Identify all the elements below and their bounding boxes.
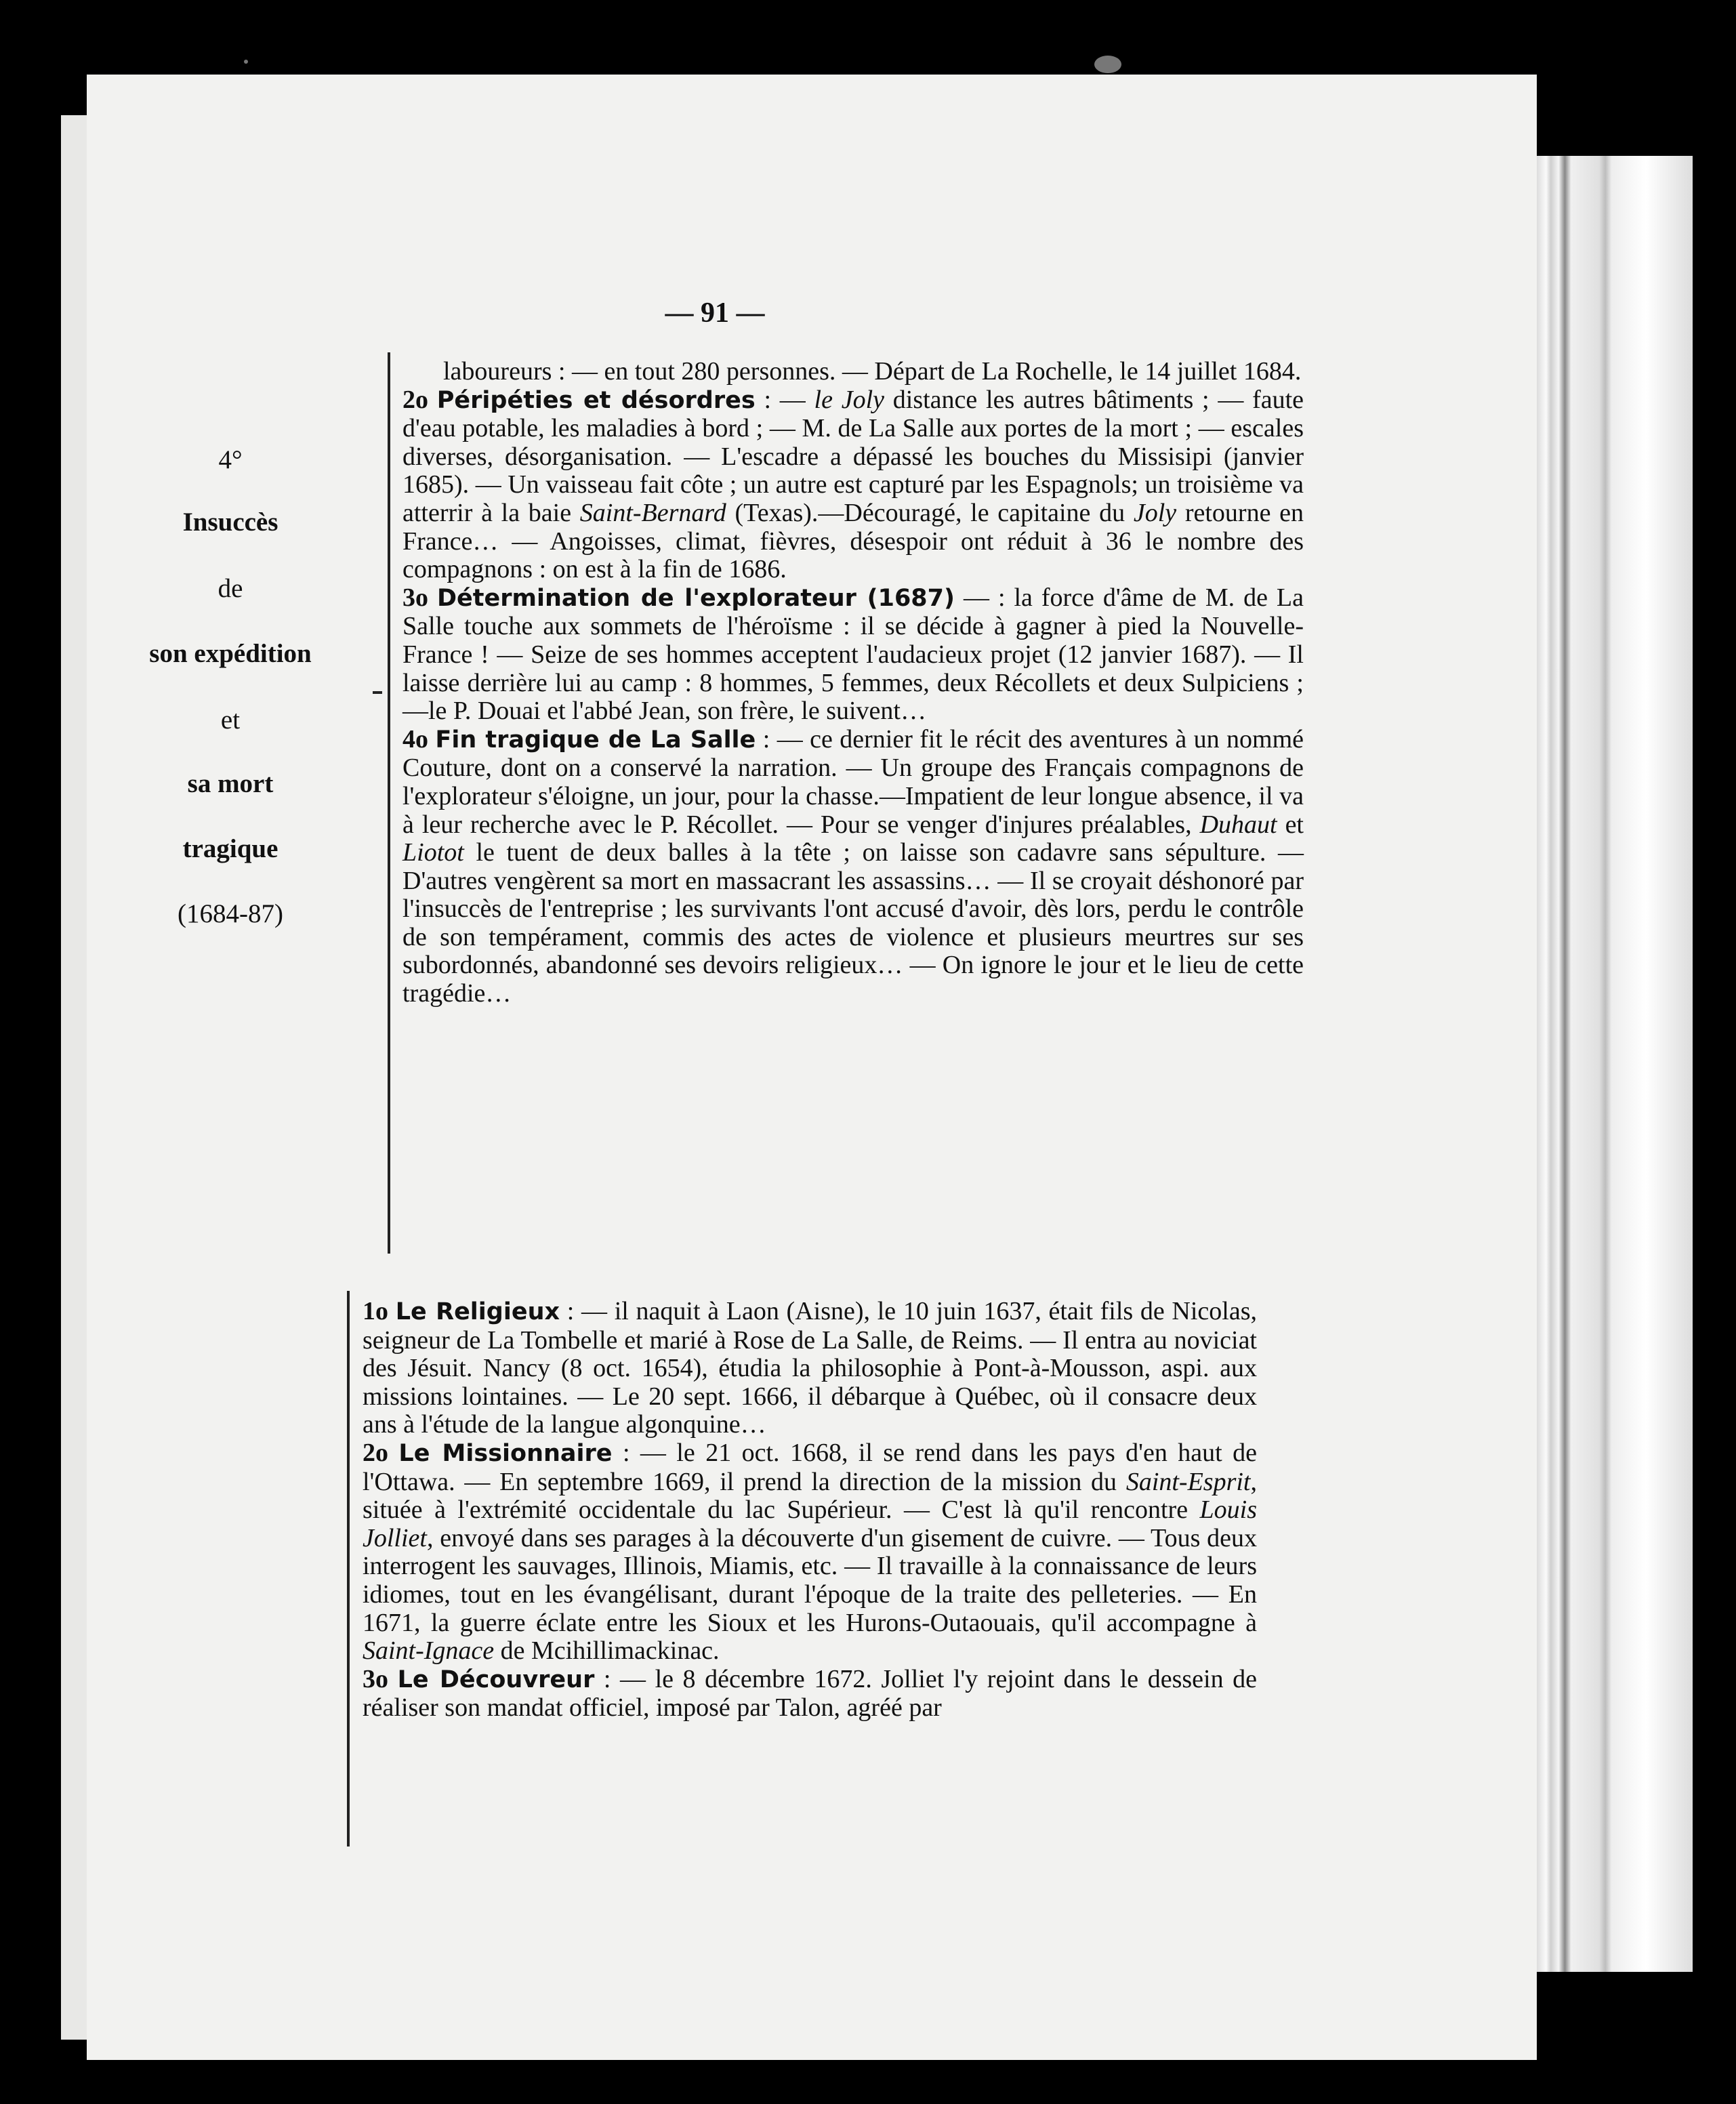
margin-note-number: 4° bbox=[218, 445, 243, 474]
paragraph-heading: Détermination de l'explorateur (1687) bbox=[436, 584, 955, 612]
scan-speck bbox=[244, 60, 248, 64]
section-two-text bbox=[363, 1298, 1257, 1723]
book-page-edges bbox=[1537, 156, 1693, 1972]
paragraph-heading: Le Religieux bbox=[395, 1298, 560, 1325]
paragraph-heading: Le Missionnaire bbox=[398, 1439, 613, 1467]
brace-point bbox=[373, 691, 382, 694]
page-number: — 91 — bbox=[665, 297, 765, 329]
margin-note-dates: (1684-87) bbox=[178, 899, 283, 928]
paragraph-heading: Péripéties et désordres bbox=[436, 386, 756, 414]
paragraph-decouvreur: 3o Le Découvreur : — le 8 décembre 1672. Jolliet l'y rejoint dans le dessein de réaliser son mandat officiel, imposé par Talon, agréé par bbox=[363, 1664, 1258, 1723]
section-brace bbox=[388, 352, 390, 1254]
paragraph-fin-tragique: 4o Fin tragique de La Salle : — ce dernier fit le récit des aventures à un nommé Couture, dont on a conservé la narration. — Un groupe des Français compagnons de l'explorateur s'éloigne, un jour, pour la chasse.—Impatient de leur longue absence, il va à leur recherche avec le P. Récollet. — Pour se venger d'injures préalables, Duhaut et Liotot le tuent de deux balles à la tête ; on laisse son cadavre sans sépulture. — D'autres vengèrent sa mort en massacrant les assassins… — Il se croyait déshonoré par l'insuccès de l'entreprise ; les survivants l'ont accusé d'avoir, dès lors, perdu le contrôle de son tempérament, commis des actes de violence et plusieurs meurtres sur ses subordonnés, abandonné ses devoirs religieux… — On ignore le jour et le lieu de cette tragédie… bbox=[402, 724, 1304, 1008]
paragraph-heading: Fin tragique de La Salle bbox=[435, 726, 756, 754]
section-brace bbox=[347, 1291, 350, 1847]
margin-note-line: Insuccès bbox=[182, 508, 278, 537]
scan-speck bbox=[1094, 56, 1121, 73]
margin-note-line: tragique bbox=[182, 834, 278, 863]
paragraph-heading: Le Découvreur bbox=[397, 1666, 595, 1693]
paragraph-religieux: 1o Le Religieux : — il naquit à Laon (Aisne), le 10 juin 1637, était fils de Nicolas, seigneur de La Tombelle et marié à Rose de La Salle, de Reims. — Il entra au noviciat des Jésuit. Nancy (8 oct. 1654), étudia la philosophie à Pont-à-Mousson, aspi. aux missions lointaines. — Le 20 sept. 1666, il débarque à Québec, où il consacre deux ans à l'étude de la langue algonquine… bbox=[363, 1297, 1257, 1439]
paragraph-determination: 3o Détermination de l'explorateur (1687) — : la force d'âme de M. de La Salle touche aux sommets de l'héroïsme : il se décide à gagner à pied la Nouvelle-France ! — Seize de ses hommes acceptent l'audacieux projet (12 janvier 1687). — Il laisse derrière lui au camp : 8 hommes, 5 femmes, deux Récollets et deux Sulpiciens ;—le P. Douai et l'abbé Jean, son frère, le suivent… bbox=[402, 583, 1304, 726]
left-page-edge bbox=[61, 115, 87, 2040]
paragraph-peripeties: 2o Péripéties et désordres : — le Joly distance les autres bâtiments ; — faute d'eau potable, les maladies à bord ; — M. de La Salle aux portes de la mort ; — escales diverses, désorganisation. — L'escadre a dépassé les bouches du Missisipi (janvier 1685). — Un vaisseau fait côte ; un autre est capturé par les Espagnols; un troisième va atterrir à la baie Saint-Bernard (Texas).—Découragé, le capitaine du Joly retourne en France… — Angoisses, climat, fièvres, désespoir ont réduit à 36 le nombre des compagnons : on est à la fin de 1686. bbox=[402, 385, 1304, 584]
paragraph-missionnaire: 2o Le Missionnaire : — le 21 oct. 1668, il se rend dans les pays d'en haut de l'Ottawa. — En septembre 1669, il prend la direction de la mission du Saint-Esprit, située à l'extrémité occidentale du lac Supérieur. — C'est là qu'il rencontre Louis Jolliet, envoyé dans ses parages à la découverte d'un gisement de cuivre. — Tous deux interrogent les sauvages, Illinois, Miamis, etc. — Il travaille à la connaissance de leurs idiomes, tout en les évangélisant, durant l'époque de la traite des pelleteries. — En 1671, la guerre éclate entre les Sioux et les Hurons-Outaouais, qu'il accompagne à Saint-Ignace de Mcihillimackinac. bbox=[363, 1438, 1257, 1666]
margin-note-line: sa mort bbox=[187, 769, 274, 798]
section-one-text bbox=[402, 358, 1304, 1008]
margin-note-line: de bbox=[218, 574, 243, 603]
margin-note-line: et bbox=[220, 705, 241, 735]
margin-note-line: son expédition bbox=[149, 639, 312, 668]
paragraph-intro: laboureurs : — en tout 280 personnes. — Départ de La Rochelle, le 14 juillet 1684. bbox=[443, 357, 1302, 386]
